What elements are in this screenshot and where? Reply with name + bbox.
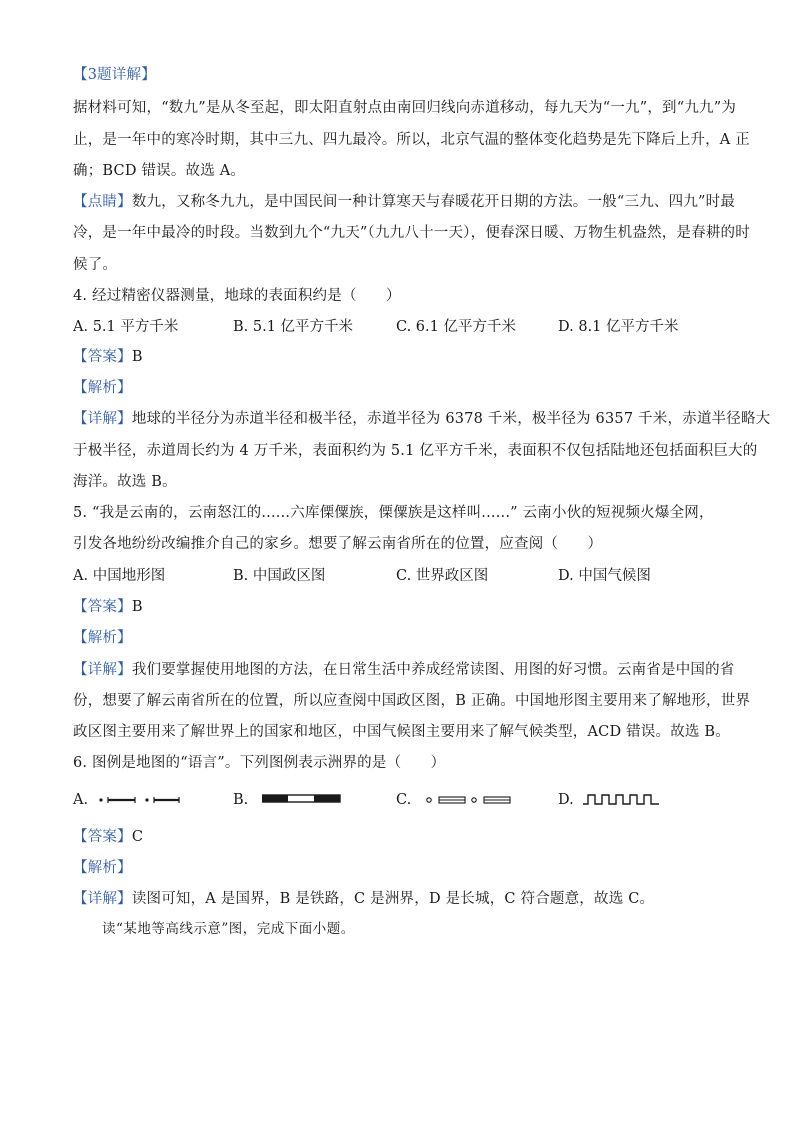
- q4-detail-line-3: 海洋。故选 B。: [73, 474, 177, 490]
- q5-detail-tag: 【详解】: [73, 662, 132, 678]
- q3-point-line-2: 冷，是一年中最冷的时段。当数到九个“九天”（九九八十一天），便春深日暖、万物生机盎然，是春耕的时: [73, 225, 750, 241]
- q4-stem: 4. 经过精密仪器测量，地球的表面积约是（ ）: [73, 288, 401, 304]
- q5-option-b: B. 中国政区图: [233, 568, 326, 584]
- q4-detail-line-1: [73, 410, 770, 428]
- q5-answer-tag: 【答案】: [73, 599, 132, 615]
- q5-analysis-tag: 【解析】: [73, 630, 132, 646]
- q3-detail-line-3: 确；BCD 错误。故选 A。: [73, 163, 246, 179]
- q4-answer: [73, 348, 143, 366]
- q3-detail-line-2: 止，是一年中的寒冷时期，其中三九、四九最冷。所以，北京气温的整体变化趋势是先下降后上升，A 正: [73, 132, 750, 148]
- q6-analysis-tag: 【解析】: [73, 860, 132, 876]
- q6-analysis: [73, 859, 132, 877]
- q4-detail-line-2: 于极半径，赤道周长约为 4 万千米，表面积约为 5.1 亿平方千米，表面积不仅包括陆地还包括面积巨大的: [73, 443, 758, 459]
- q3-detail-heading: [73, 66, 156, 84]
- q5-answer: [73, 598, 143, 616]
- q3-detail-line-1: 据材料可知，“数九”是从冬至起，即太阳直射点由南回归线向赤道移动，每九天为“一九”，到“九九”为: [73, 100, 737, 116]
- q6-option-c-label: C.: [396, 792, 412, 808]
- q5-detail-line-1: [73, 661, 735, 679]
- q3-point-tag: 【点睛】: [73, 194, 132, 210]
- q6-answer-value: C: [131, 829, 144, 845]
- q3-point-line-3: 候了。: [73, 257, 118, 273]
- q6-option-a-label: A.: [73, 792, 89, 808]
- q6-answer-tag: 【答案】: [73, 829, 132, 845]
- continent-boundary-symbol-icon: [424, 793, 514, 807]
- railway-symbol-icon: [262, 794, 342, 804]
- q6-stem: 6. 图例是地图的“语言”。下列图例表示洲界的是（ ）: [73, 755, 446, 771]
- q4-analysis: [73, 379, 132, 397]
- q5-stem-line-1: 5. “我是云南的，云南怒江的......六库傈僳族，傈僳族是这样叫......” 云南小伙的短视频火爆全网，: [73, 505, 714, 521]
- great-wall-symbol-icon: [583, 792, 663, 806]
- q4-answer-value: B: [131, 349, 143, 365]
- national-border-symbol-icon: [95, 793, 185, 807]
- q5-option-a: A. 中国地形图: [73, 568, 166, 584]
- q5-detail-line-3: 政区图主要用来了解世界上的国家和地区，中国气候图主要用来了解气候类型，ACD 错误。故选 B。: [73, 724, 730, 740]
- q3-detail-tag: 【3题详解】: [73, 67, 156, 83]
- q5-option-c: C. 世界政区图: [396, 568, 489, 584]
- q4-option-d: D. 8.1 亿平方千米: [558, 319, 679, 335]
- q6-detail-line-1: [73, 890, 654, 908]
- q3-point-line-1: [73, 193, 735, 211]
- q5-detail-line-2: 份，想要了解云南省所在的位置，所以应查阅中国政区图，B 正确。中国地形图主要用来了解地形，世界: [73, 693, 751, 709]
- q6-detail-text-1: 读图可知，A 是国界，B 是铁路，C 是洲界，D 是长城，C 符合题意，故选 C。: [131, 891, 655, 907]
- q4-analysis-tag: 【解析】: [73, 380, 132, 396]
- q5-answer-value: B: [131, 599, 143, 615]
- q4-option-a: A. 5.1 平方千米: [73, 319, 179, 335]
- q5-stem-line-2: 引发各地纷纷改编推介自己的家乡。想要了解云南省所在的位置，应查阅（ ）: [73, 536, 603, 552]
- q6-answer: [73, 828, 143, 846]
- q4-detail-tag: 【详解】: [73, 411, 132, 427]
- q5-detail-text-1: 我们要掌握使用地图的方法，在日常生活中养成经常读图、用图的好习惯。云南省是中国的省: [131, 662, 735, 678]
- q6-option-b-label: B.: [233, 792, 249, 808]
- q4-option-b: B. 5.1 亿平方千米: [233, 319, 354, 335]
- q5-analysis: [73, 629, 132, 647]
- q3-point-text-1: 数九，又称冬九九，是中国民间一种计算寒天与春暖花开日期的方法。一般“三九、四九”时最: [131, 194, 736, 210]
- q4-answer-tag: 【答案】: [73, 349, 132, 365]
- q6-detail-tag: 【详解】: [73, 891, 132, 907]
- q4-detail-text-1: 地球的半径分为赤道半径和极半径，赤道半径为 6378 千米，极半径为 6357 千米，赤道半径略大: [131, 411, 771, 427]
- q6-option-d-label: D.: [558, 792, 574, 808]
- q5-option-d: D. 中国气候图: [558, 568, 651, 584]
- next-section-intro: 读“某地等高线示意”图，完成下面小题。: [102, 921, 355, 937]
- q4-option-c: C. 6.1 亿平方千米: [396, 319, 516, 335]
